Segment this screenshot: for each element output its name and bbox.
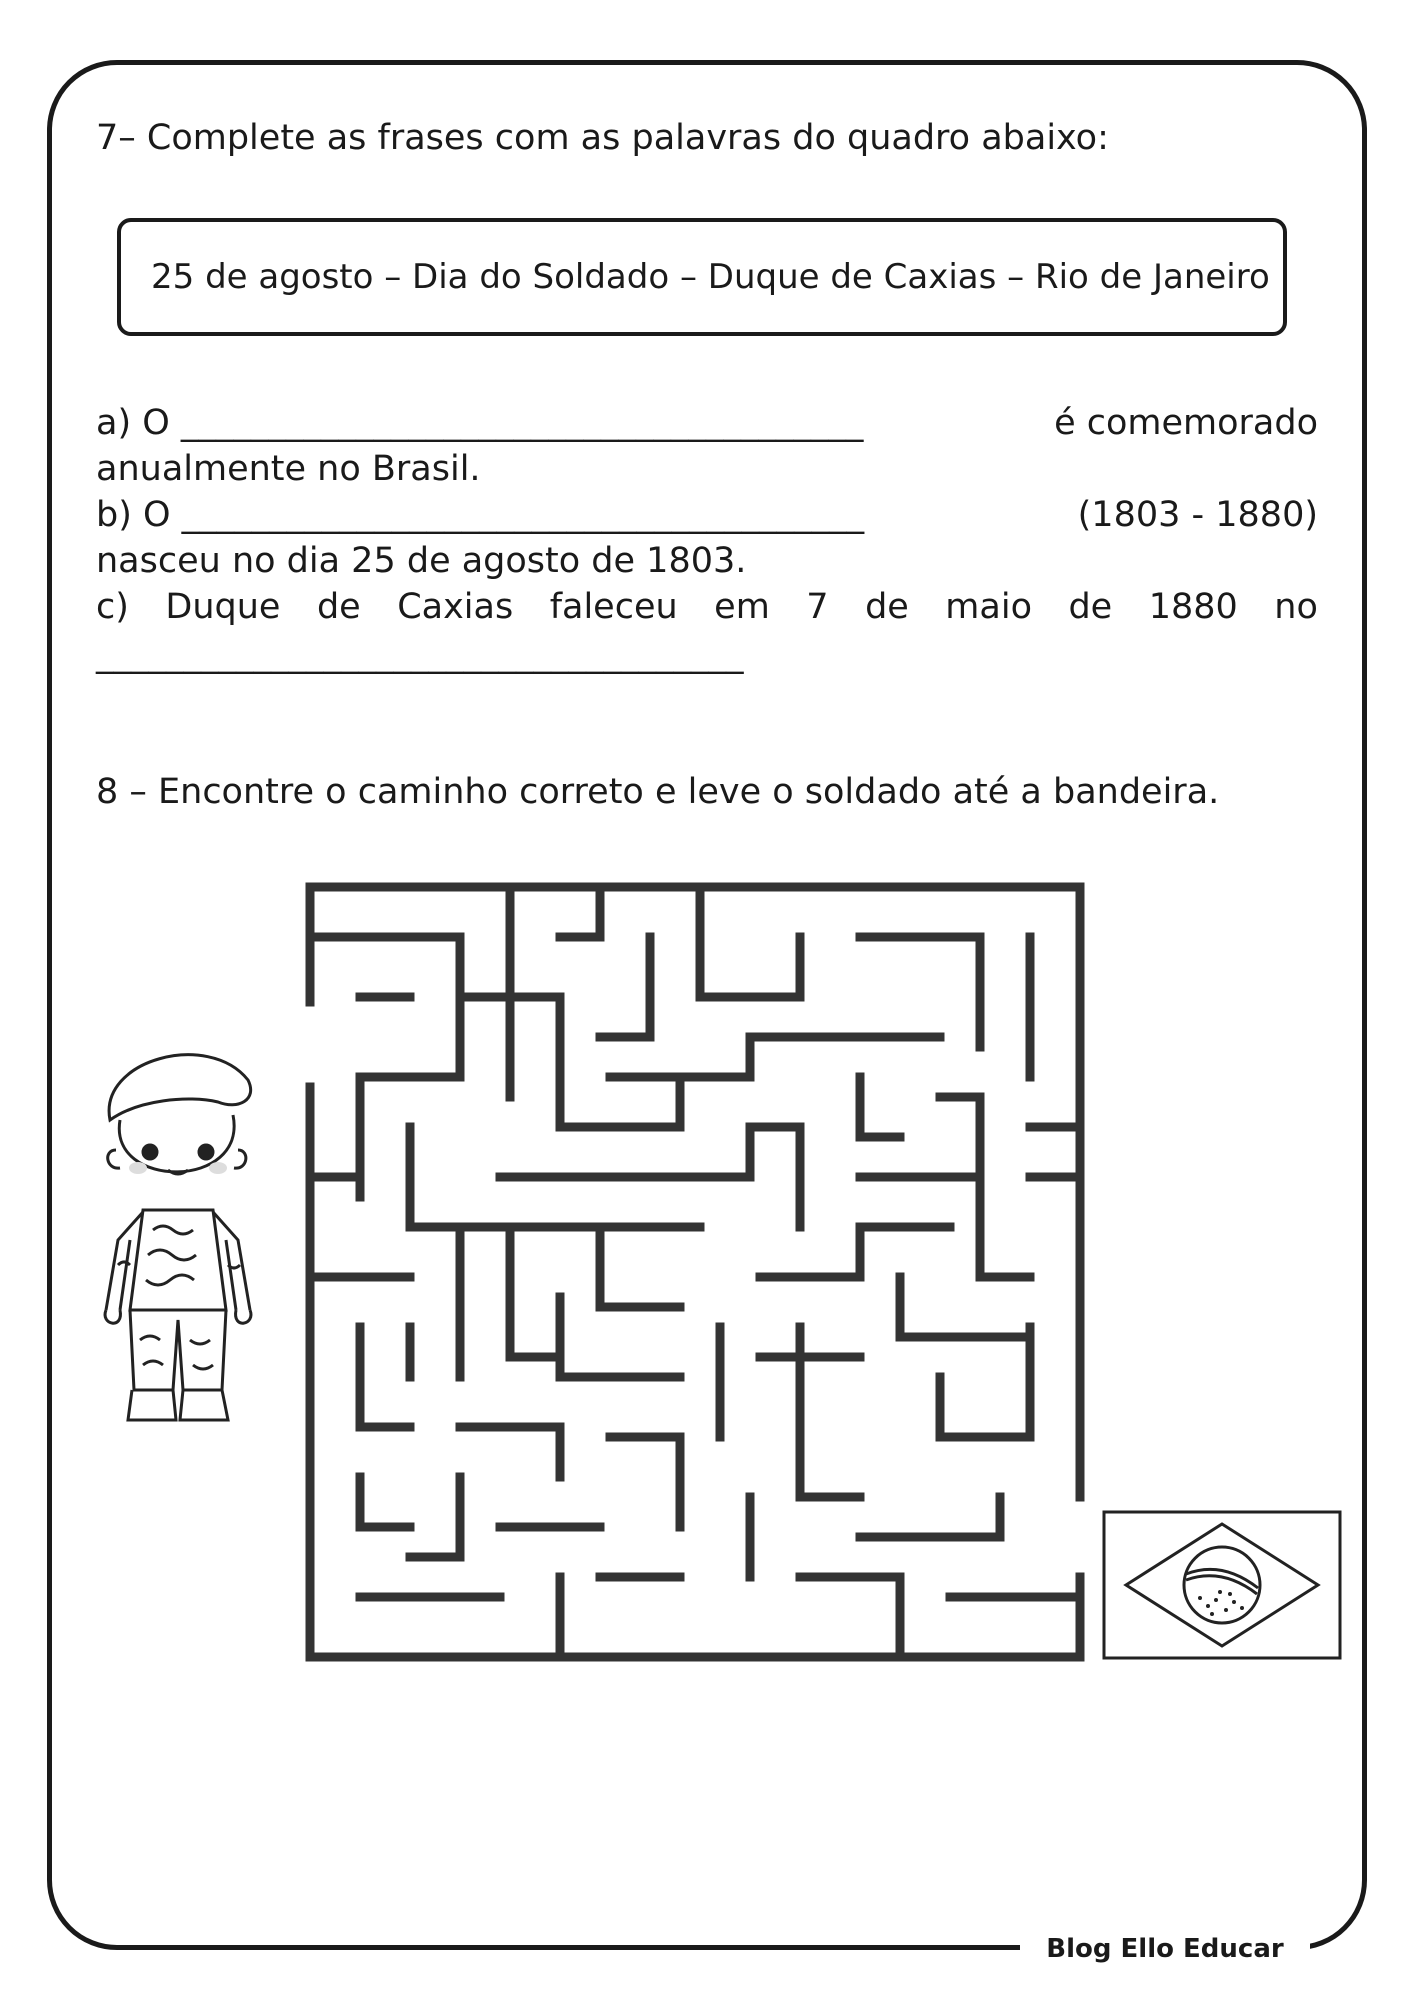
word-bank-box — [117, 218, 1287, 336]
item-b-end: (1803 - 1880) — [1077, 495, 1318, 535]
item-c-word: de — [865, 587, 909, 627]
question-8-title: 8 – Encontre o caminho correto e leve o soldado até a bandeira. — [96, 772, 1220, 812]
item-c-word: 1880 — [1148, 587, 1238, 627]
item-c-word: de — [1068, 587, 1113, 627]
item-c-line — [96, 584, 1318, 630]
item-c-word: faleceu — [549, 587, 678, 627]
maze[interactable] — [300, 877, 1090, 1667]
brazil-flag-icon — [1102, 1510, 1342, 1660]
item-b-start: b) O _______________________________________ — [96, 495, 865, 535]
item-b-continuation: nasceu no dia 25 de agosto de 1803. — [96, 541, 747, 581]
item-b-line — [96, 492, 1318, 538]
item-a-start: a) O _______________________________________ — [96, 403, 864, 443]
item-c-word: Duque — [165, 587, 281, 627]
word-bank-text: 25 de agosto – Dia do Soldado – Duque de Caxias – Rio de Janeiro — [151, 257, 1270, 297]
item-c-word: c) — [96, 587, 129, 627]
item-c-word: de — [316, 587, 361, 627]
question-7-title: 7– Complete as frases com as palavras do quadro abaixo: — [96, 118, 1109, 158]
item-c-word: em — [714, 587, 770, 627]
item-c-word: Caxias — [397, 587, 514, 627]
footer-credit: Blog Ello Educar — [1020, 1924, 1310, 1974]
item-a-line — [96, 400, 1318, 446]
item-c-blank: _____________________________________ — [96, 635, 744, 675]
item-c-word: no — [1274, 587, 1318, 627]
item-a-end: é comemorado — [1054, 403, 1318, 443]
soldier-illustration — [98, 1040, 278, 1430]
item-c-word: maio — [945, 587, 1032, 627]
item-a-continuation: anualmente no Brasil. — [96, 449, 481, 489]
item-c-word: 7 — [806, 587, 829, 627]
